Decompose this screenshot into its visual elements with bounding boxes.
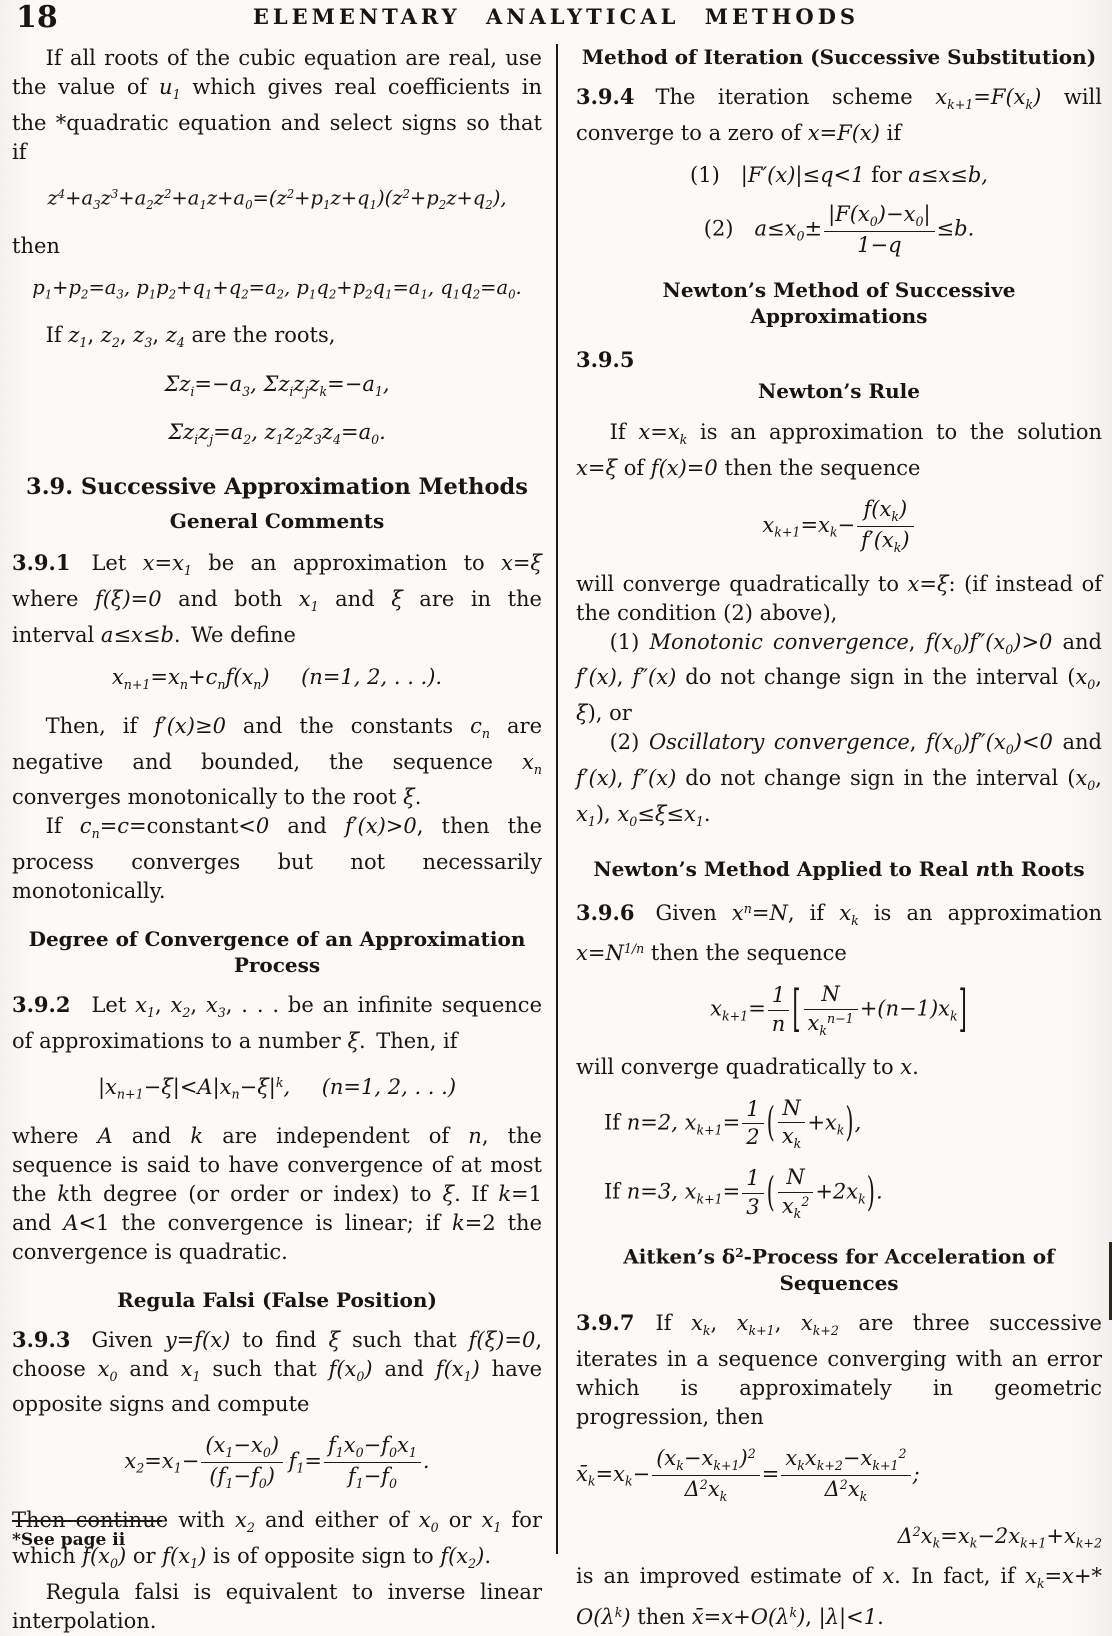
para-3-9-2: 3.9.2 Let $x_1$, $x_2$, $x_3$, . . . be an infinite sequence of approximations to a number ξ. Then, if [12, 992, 542, 1053]
para-monotonic-convergence: Then, if f′(x)≥0 and the constants $c_n$ are negative and bounded, the sequence $x_n$ converges monotonically to the root ξ. [12, 713, 542, 810]
equation-delta-squared: $\Delta^2x_k=x_k-2x_{k+1}+x_{k+2}$ [897, 1523, 1102, 1551]
equation-3-9-4-condition-1: (1) |F′(x)|≤q<1 for a≤x≤b, [690, 162, 988, 187]
subheading-newtons-rule: Newton’s Rule [757, 379, 920, 404]
left-column [12, 44, 542, 1636]
para-oscillatory-item: (2) Oscillatory convergence, $f(x_0)f''(x_0)<0$ and f′(x), f″(x) do not change sign in the interval ($x_0$, $x_1$), $x_0\le\xi\le x_1$. [576, 730, 1102, 829]
para-3-9-6: 3.9.6 Given $x^n=N$, if $x_k$ is an approximation $x=N^{1/n}$ then the sequence [576, 899, 1102, 966]
para-cubic-intro: If all roots of the cubic equation are real, use the value of $u_1$ which gives real coefficients in the *quadratic equation and select signs so that if [12, 46, 543, 164]
equation-3-9-6-nth-root: $x_{k+1}=$ $\frac{1}{n}$ [ $\frac{N}{x_k^{n-1}}$ $+(n-1)x_k$] [710, 980, 967, 1038]
para-quadratic-x: will converge quadratically to x. [576, 1054, 919, 1079]
equation-root-sums-1: $\Sigma z_i=-a_3$, $\Sigma z_iz_jz_k=-a_1$, [164, 371, 390, 399]
subheading-regula-falsi: Regula Falsi (False Position) [117, 1287, 437, 1312]
page-number: 18 [16, 0, 58, 35]
subheading-aitkens-process: Aitken’s $\delta^2$-Process for Acceleration of Sequences [623, 1245, 1055, 1295]
equation-3-9-3-regula-falsi: $x_2=x_1-$ $\frac{(x_1-x_0)}{(f_1-f_0)}$ $f_1=$ $\frac{f_1x_0-f_0x_1}{f_1-f_0}$ . [124, 1433, 430, 1492]
column-divider [556, 44, 558, 1554]
equation-aitken-extrapolation: $x̄_k=x_k-$ $\frac{(x_k-x_{k+1})^2}{\Delta^2x_k}$ = $\frac{x_kx_{k+2}-x_{k+1}^2}{\Delta^2x_k}$ ; [576, 1445, 920, 1504]
footnote-text: *See page ii [12, 1530, 126, 1550]
para-3-9-7: 3.9.7 If $x_k$, $x_{k+1}$, $x_{k+2}$ are three successive iterates in a sequence converging with an error which is approximately in geometric progression, then [576, 1310, 1102, 1429]
para-3-9-1: 3.9.1 Let $x=x_1$ be an approximation to x=ξ where f(ξ)=0 and both $x_1$ and ξ are in the interval a≤x≤b. We define [12, 550, 542, 647]
para-continue: Then continue with $x_2$ and either of $x_0$ or $x_1$ for which $f(x_0)$ or $f(x_1)$ is of opposite sign to $f(x_2)$. [12, 1508, 542, 1571]
footnote [12, 1520, 532, 1550]
section-title-3-9: 3.9. Successive Approximation Methods [26, 474, 528, 501]
para-newton-approximation: If $x=x_k$ is an approximation to the solution x=ξ of f(x)=0 then the sequence [576, 420, 1102, 480]
subheading-newtons-method: Newton’s Method of Successive Approximations [662, 278, 1016, 329]
subheading-method-of-iteration: Method of Iteration (Successive Substitution) [581, 45, 1097, 69]
equation-quartic-factorization: $z^4+a_3z^3+a_2z^2+a_1z+a_0=(z^2+p_1z+q_1)(z^2+p_2z+q_2)$, [47, 186, 507, 212]
section-number-3-9-5: 3.9.5 [576, 347, 635, 373]
equation-3-9-1-iteration: $x_{n+1}=x_n+c_nf(x_n)$ (n=1, 2, . . .). [111, 664, 443, 692]
subheading-general-comments: General Comments [169, 509, 385, 534]
para-improved-estimate: is an improved estimate of x. In fact, if $x_k=x+*$ $O(\lambda^k)$ then $x̄=x+O(\lambda^k)$, |λ|<1. [576, 1564, 1102, 1629]
footnote-rule [12, 1520, 162, 1522]
subheading-newtons-nth-roots: Newton’s Method Applied to Real nth Roots [593, 856, 1085, 881]
para-degree-definition: where A and k are independent of n, the sequence is said to have convergence of at most the kth degree (or order or index) to ξ. If k=1 and A<1 the convergence is linear; if k=2 the convergence is quadratic. [12, 1123, 543, 1264]
right-column [576, 44, 1102, 1632]
para-roots-intro: If $z_1$, $z_2$, $z_3$, $z_4$ are the roots, [45, 323, 336, 350]
para-regula-equivalent: Regula falsi is equivalent to inverse linear interpolation. [12, 1579, 542, 1633]
equation-newton-iteration: $x_{k+1}=x_k-$ $\frac{f(x_k)}{f'(x_k)}$ [576, 498, 1102, 555]
para-converge-quadratically: will converge quadratically to x=ξ: (if instead of the condition (2) above), [576, 571, 1103, 625]
para-constant-c: If $c_n=c=constant<0$ and f′(x)>0, then the process converges but not necessarily monotonically. [12, 814, 542, 904]
para-3-9-4: 3.9.4 The iteration scheme $x_{k+1}=F(x_k)$ will converge to a zero of x=F(x) if [576, 84, 1102, 145]
equation-3-9-4-condition-2: (2) $a\le x_0\pm$ $\frac{|F(x_0)-x_0|}{1-q}$ ≤b. [703, 201, 975, 257]
running-head: ELEMENTARY ANALYTICAL METHODS [252, 4, 860, 29]
equation-root-sums-2: $\Sigma z_iz_j=a_2$, $z_1z_2z_3z_4=a_0$. [168, 419, 386, 447]
equation-coefficient-relations: $p_1+p_2=a_3$, $p_1p_2+q_1+q_2=a_2$, $p_1q_2+p_2q_1=a_1$, $q_1q_2=a_0$. [32, 275, 522, 302]
para-3-9-3: 3.9.3 Given y=f(x) to find ξ such that f(ξ)=0, choose $x_0$ and $x_1$ such that $f(x_0)$ and $f(x_1)$ have opposite signs and compute [12, 1326, 543, 1417]
equation-3-9-2-convergence: $|x_{n+1}-\xi|<A|x_n-\xi|^k$, (n=1, 2, . . .) [97, 1074, 457, 1102]
para-then: then [12, 233, 60, 258]
para-monotonic-item: (1) Monotonic convergence, $f(x_0)f''(x_0)>0$ and f′(x), f″(x) do not change sign in the interval ($x_0$, ξ), or [576, 629, 1103, 726]
subheading-degree-of-convergence: Degree of Convergence of an Approximation Process [28, 927, 526, 978]
equation-n-equals-3: If n=3, $x_{k+1}=$ $\frac{1}{3}$ ( $\frac{N}{x_k^2}$ $+2x_k$). [604, 1165, 883, 1221]
equation-n-equals-2: If n=2, $x_{k+1}=$ $\frac{1}{2}$ ( $\frac{N}{x_k}$ $+x_k$), [604, 1095, 862, 1151]
